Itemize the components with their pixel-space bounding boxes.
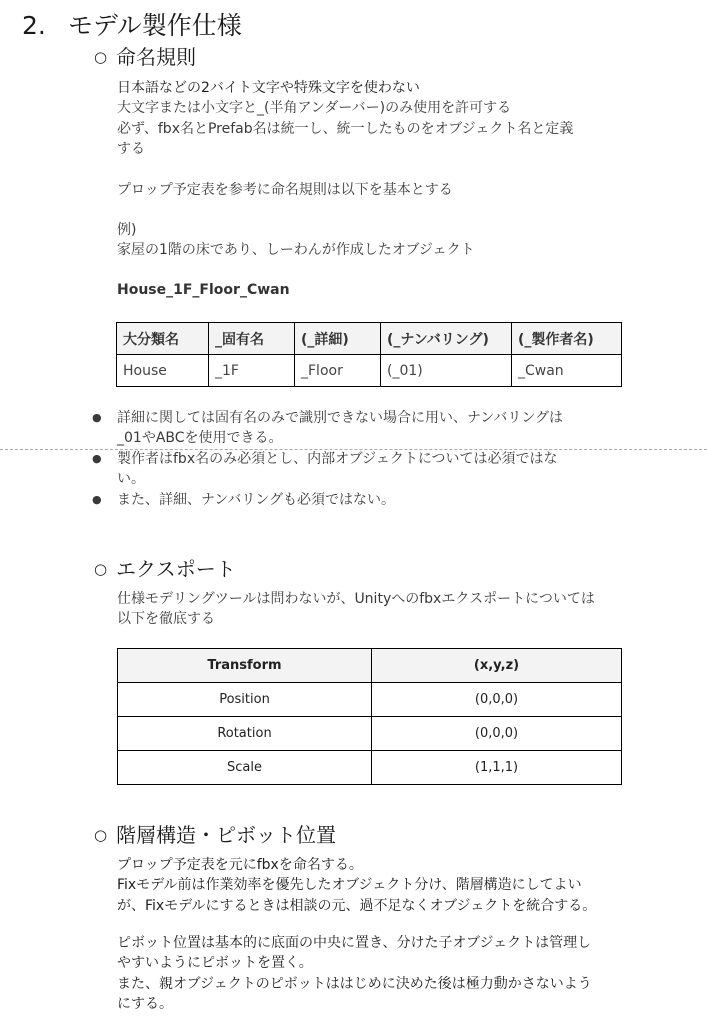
text-line: やすいようにピボットを置く。 (117, 955, 313, 972)
hollow-bullet-icon: ○ (94, 48, 108, 66)
section-title: モデル製作仕様 (68, 11, 242, 40)
section-heading (22, 6, 242, 42)
pivot-text (117, 933, 627, 1015)
table-header-row (117, 323, 622, 355)
naming-title: 命名規則 (116, 45, 196, 69)
table-row (118, 751, 622, 785)
text-line: プロップ予定表を元にfbxを命名する。 (117, 857, 363, 873)
export-title: エクスポート (116, 557, 236, 581)
text-line: ピボット位置は基本的に底面の中央に置き、分けた子オブジェクトは管理し (117, 935, 592, 951)
table-header-cell: 大分類名 (117, 323, 209, 355)
table-header-cell: (_詳細) (295, 323, 381, 355)
section-number: 2. (22, 11, 46, 40)
table-cell: _Floor (295, 355, 381, 387)
text-line: 必ず、fbx名とPrefab名は統一し、統一したものをオブジェクト名と定義 (117, 120, 574, 137)
table-cell: (_01) (381, 355, 512, 387)
hierarchy-text (117, 855, 627, 916)
text-line: また、親オブジェクトのピボットははじめに決めた後は極力動かさないよう (117, 975, 592, 992)
table-cell: (0,0,0) (372, 683, 622, 717)
table-row (117, 355, 622, 387)
transform-table (117, 648, 622, 785)
table-cell: _1F (209, 355, 295, 387)
naming-notes-list (92, 408, 622, 510)
hollow-bullet-icon: ○ (94, 826, 108, 844)
list-item-text: 詳細に関しては固有名のみで識別できない場合に用い、ナンバリングは (117, 410, 564, 426)
list-item-text: また、詳細、ナンバリングも必須ではない。 (117, 491, 396, 508)
text-line: Fixモデル前は作業効率を優先したオブジェクト分け、階層構造にしてよい (117, 877, 582, 894)
table-cell: House (117, 355, 209, 387)
list-item (92, 490, 622, 510)
list-item (92, 408, 622, 449)
naming-rules-text (117, 78, 627, 160)
text-line: にする。 (117, 996, 173, 1013)
table-cell: Rotation (118, 717, 372, 751)
table-header-cell: Transform (118, 649, 372, 683)
text-line: 日本語などの2バイト文字や特殊文字を使わない (117, 80, 420, 96)
text-line: 仕様モデリングツールは問わないが、Unityへのfbxエクスポートについては (117, 591, 595, 607)
list-item-text: 製作者はfbx名のみ必須とし、内部オブジェクトについては必須ではな (117, 450, 558, 467)
hierarchy-heading (94, 819, 336, 848)
list-item-text: い。 (117, 471, 145, 488)
table-cell: _Cwan (512, 355, 622, 387)
bullet-icon: ● (92, 451, 102, 465)
table-row (118, 717, 622, 751)
list-item (92, 449, 622, 490)
export-heading (94, 553, 236, 582)
table-cell: Scale (118, 751, 372, 785)
table-cell: (1,1,1) (372, 751, 622, 785)
table-header-row (118, 649, 622, 683)
example-text (117, 220, 627, 261)
table-header-cell: (_製作者名) (512, 323, 622, 355)
text-line: 家屋の1階の床であり、しーわんが作成したオブジェクト (117, 242, 475, 259)
text-line: 大文字または小文字と_(半角アンダーバー)のみ使用を許可する (117, 100, 512, 117)
text-line: が、Fixモデルにするときは相談の元、過不足なくオブジェクトを統合する。 (117, 897, 597, 914)
naming-heading (94, 41, 196, 70)
export-text (117, 589, 627, 630)
list-item-text: _01やABCを使用できる。 (117, 430, 283, 447)
naming-table (116, 322, 622, 387)
table-header-cell: (x,y,z) (372, 649, 622, 683)
table-row (118, 683, 622, 717)
table-header-cell: (_ナンバリング) (381, 323, 512, 355)
bullet-icon: ● (92, 492, 102, 506)
text-line: する (117, 141, 145, 158)
table-cell: (0,0,0) (372, 717, 622, 751)
table-cell: Position (118, 683, 372, 717)
table-header-cell: _固有名 (209, 323, 295, 355)
naming-basis-text (117, 180, 627, 200)
text-line: 例) (117, 222, 137, 238)
bullet-icon: ● (92, 411, 102, 424)
text-line: 以下を徹底する (117, 611, 215, 628)
hierarchy-title: 階層構造・ピボット位置 (116, 823, 336, 847)
hollow-bullet-icon: ○ (94, 560, 108, 578)
text-line: プロップ予定表を参考に命名規則は以下を基本とする (117, 182, 453, 198)
page-divider (0, 449, 707, 450)
example-name: House_1F_Floor_Cwan (117, 282, 290, 298)
